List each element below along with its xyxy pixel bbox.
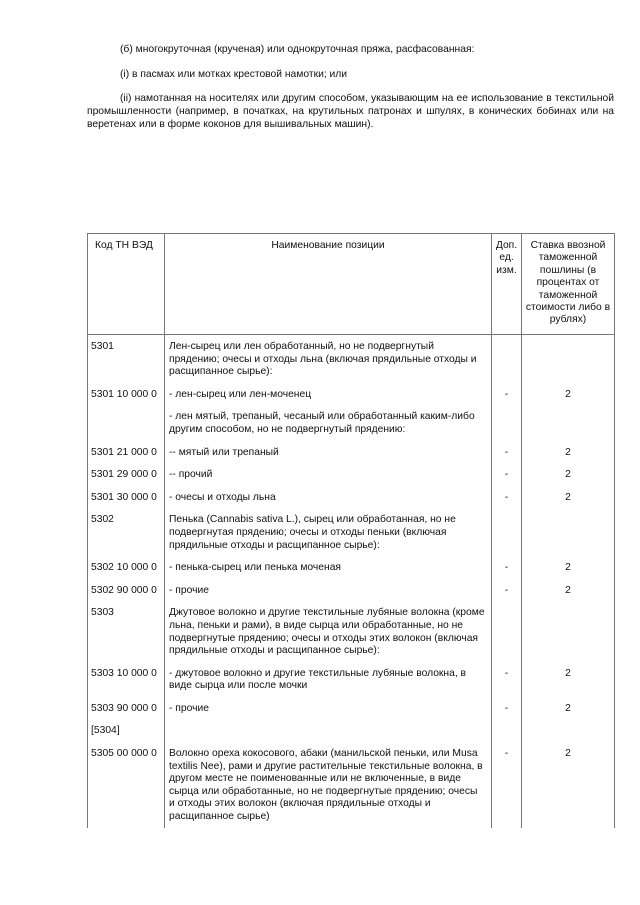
table-header-row	[88, 234, 615, 335]
table-row	[88, 335, 615, 383]
rate-cell: 2	[522, 742, 615, 828]
rate-cell	[522, 335, 615, 383]
code-cell: 5302 90 000 0	[88, 579, 165, 602]
code-cell: 5305 00 000 0	[88, 742, 165, 828]
code-cell: 5303 10 000 0	[88, 662, 165, 697]
name-cell: Джутовое волокно и другие текстильные лубяные волокна (кроме льна, пеньки и рами), в виде сырца или обработанные, но не подвергнутые прядению; очесы и отходы этих волокон (включая прядильные отходы и расщипанное сырье):	[165, 601, 492, 661]
unit-cell	[492, 508, 522, 556]
unit-cell: -	[492, 463, 522, 486]
rate-cell: 2	[522, 662, 615, 697]
unit-cell: -	[492, 441, 522, 464]
rate-cell: 2	[522, 441, 615, 464]
table-row	[88, 463, 615, 486]
code-cell: 5301 10 000 0	[88, 383, 165, 406]
name-cell: - лен мятый, трепаный, чесаный или обработанный каким-либо другим способом, но не подвергнутый прядению:	[165, 405, 492, 440]
unit-cell	[492, 719, 522, 742]
code-cell: 5301 29 000 0	[88, 463, 165, 486]
intro-paragraph: (ii) намотанная на носителях или другим способом, указывающим на ее использование в текстильной промышленности (например, в початках, на крутильных патронах и шпулях, в конических бобинах или на веретенах или в форме коконов для вышивальных машин).	[87, 93, 614, 130]
table-row	[88, 441, 615, 464]
rate-cell	[522, 508, 615, 556]
intro-paragraph: (i) в пасмах или мотках крестовой намотки; или	[120, 69, 348, 80]
rate-cell: 2	[522, 697, 615, 720]
code-cell: 5301 21 000 0	[88, 441, 165, 464]
rate-cell: 2	[522, 556, 615, 579]
table-row	[88, 662, 615, 697]
name-cell: -- мятый или трепаный	[165, 441, 492, 464]
table-row	[88, 579, 615, 602]
unit-cell: -	[492, 697, 522, 720]
rate-cell	[522, 601, 615, 661]
unit-cell: -	[492, 383, 522, 406]
table-row	[88, 697, 615, 720]
name-cell	[165, 719, 492, 742]
header-rate: Ставка ввозной таможенной пошлины (в процентах от таможенной стоимости либо в рублях)	[522, 234, 615, 335]
rate-cell: 2	[522, 579, 615, 602]
name-cell: - прочие	[165, 697, 492, 720]
name-cell: - очесы и отходы льна	[165, 486, 492, 509]
name-cell: -- прочий	[165, 463, 492, 486]
table-row	[88, 719, 615, 742]
code-cell: 5301 30 000 0	[88, 486, 165, 509]
unit-cell: -	[492, 742, 522, 828]
header-unit: Доп. ед. изм.	[492, 234, 522, 335]
rate-cell	[522, 719, 615, 742]
table-row	[88, 601, 615, 661]
table-row	[88, 405, 615, 440]
code-cell: [5304]	[88, 719, 165, 742]
unit-cell: -	[492, 556, 522, 579]
name-cell: - прочие	[165, 579, 492, 602]
unit-cell	[492, 335, 522, 383]
name-cell: - джутовое волокно и другие текстильные лубяные волокна, в виде сырца или после мочки	[165, 662, 492, 697]
table-row	[88, 486, 615, 509]
unit-cell	[492, 405, 522, 440]
code-cell: 5303 90 000 0	[88, 697, 165, 720]
unit-cell: -	[492, 662, 522, 697]
header-code: Код ТН ВЭД	[88, 234, 165, 335]
name-cell: - пенька-сырец или пенька моченая	[165, 556, 492, 579]
table-row	[88, 742, 615, 828]
unit-cell: -	[492, 579, 522, 602]
header-name: Наименование позиции	[165, 234, 492, 335]
rate-cell: 2	[522, 486, 615, 509]
code-cell: 5303	[88, 601, 165, 661]
code-cell: 5302 10 000 0	[88, 556, 165, 579]
rate-cell: 2	[522, 463, 615, 486]
code-cell	[88, 405, 165, 440]
code-cell: 5301	[88, 335, 165, 383]
intro-paragraph: (б) многокруточная (крученая) или однокруточная пряжа, расфасованная:	[120, 44, 475, 55]
rate-cell	[522, 405, 615, 440]
rate-cell: 2	[522, 383, 615, 406]
name-cell: - лен-сырец или лен-моченец	[165, 383, 492, 406]
unit-cell: -	[492, 486, 522, 509]
unit-cell	[492, 601, 522, 661]
tariff-table	[87, 233, 615, 828]
name-cell: Лен-сырец или лен обработанный, но не подвергнутый прядению; очесы и отходы льна (включая прядильные отходы и расщипанное сырье):	[165, 335, 492, 383]
name-cell: Пенька (Cannabis sativa L.), сырец или обработанная, но не подвергнутая прядению; очесы и отходы пеньки (включая прядильные отходы и расщипанное сырье):	[165, 508, 492, 556]
intro-text	[87, 43, 614, 131]
name-cell: Волокно ореха кокосового, абаки (манильской пеньки, или Musa textilis Nee), рами и другие растительные текстильные волокна, в другом месте не поименованные или не включенные, в виде сырца или обработанные, но не подвергнутые прядению; очесы и отходы этих волокон (включая прядильные отходы и расщипанное сырье)	[165, 742, 492, 828]
code-cell: 5302	[88, 508, 165, 556]
table-row	[88, 383, 615, 406]
table-row	[88, 508, 615, 556]
table-row	[88, 556, 615, 579]
